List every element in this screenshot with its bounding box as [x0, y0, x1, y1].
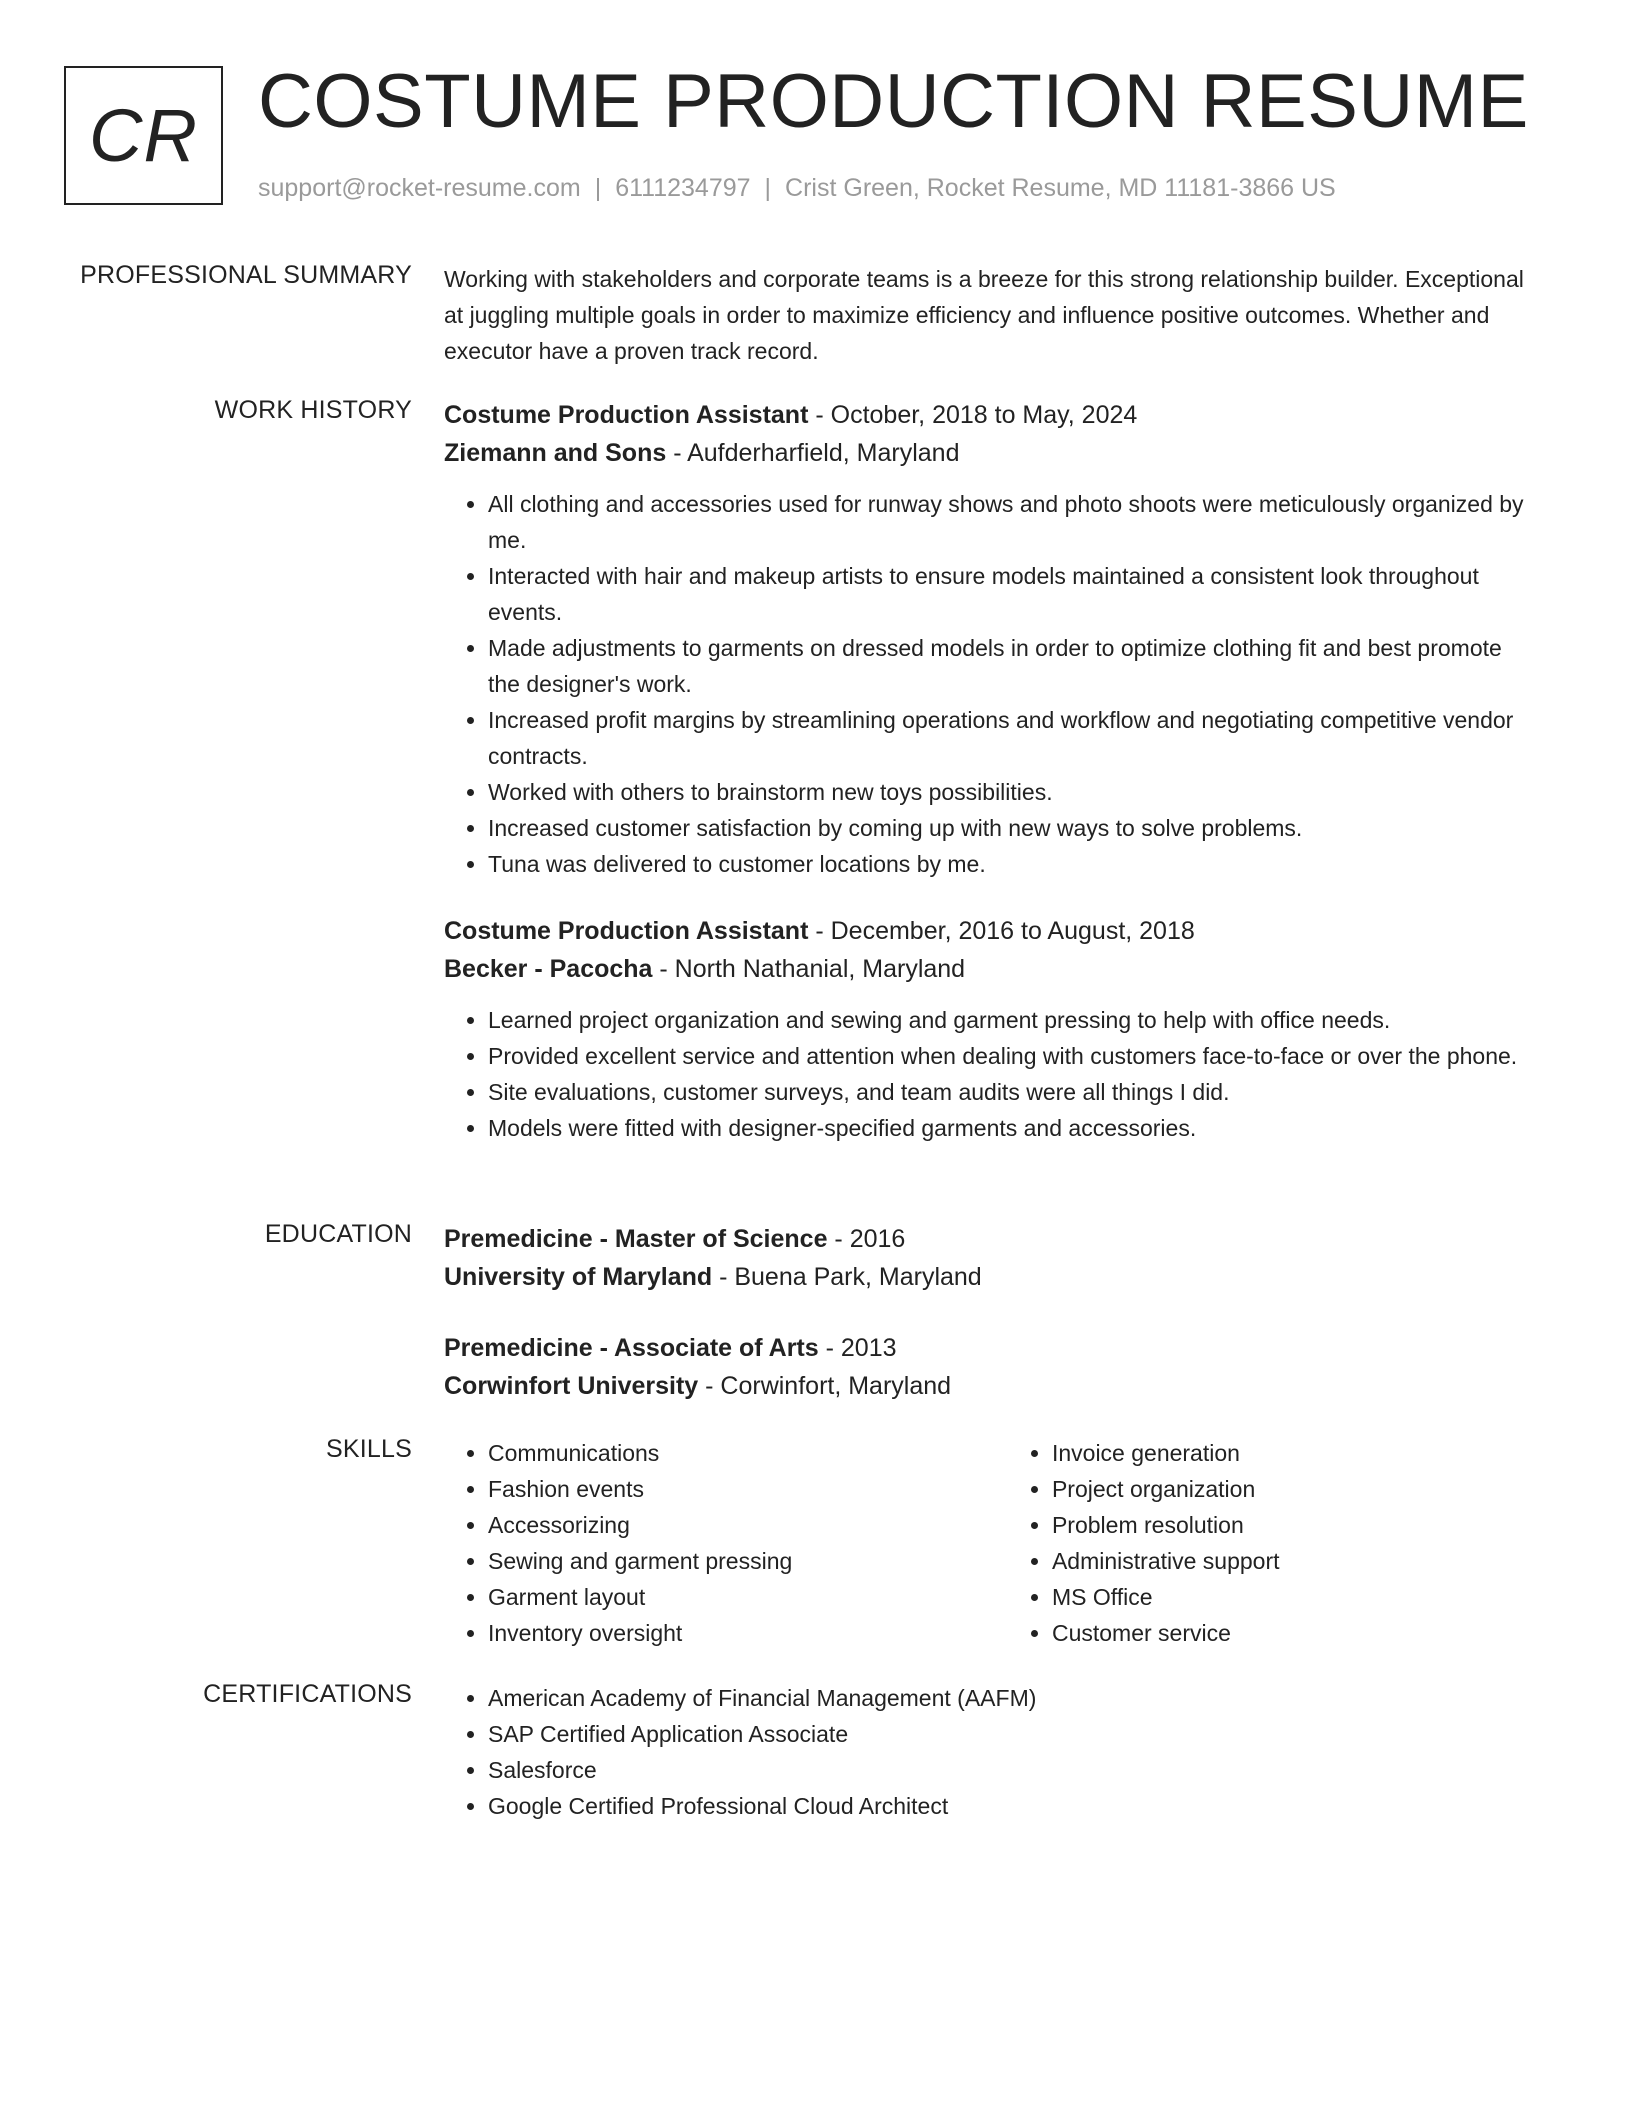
job-bullet: • Learned project organization and sewing and garment pressing to help with office needs. — [488, 1002, 1529, 1038]
job-title: Costume Production Assistant — [444, 917, 809, 945]
skill-item: • Fashion events — [488, 1471, 1008, 1507]
education-year: - 2016 — [827, 1225, 906, 1253]
job-bullet: • All clothing and accessories used for runway shows and photo shoots were meticulously organized by me. — [488, 486, 1529, 558]
education-school: Corwinfort University — [444, 1372, 699, 1400]
job-dates: - December, 2016 to August, 2018 — [808, 917, 1195, 945]
job-title-line — [444, 912, 1529, 950]
education-heading: EDUCATION — [264, 1220, 412, 1248]
job-company-line — [444, 434, 1529, 472]
monogram-initials: CR — [89, 94, 198, 177]
education-location: - Buena Park, Maryland — [712, 1263, 982, 1291]
job-bullet: • Interacted with hair and makeup artists to ensure models maintained a consistent look throughout events. — [488, 558, 1529, 630]
education-location: - Corwinfort, Maryland — [698, 1372, 952, 1400]
job-bullet: • Site evaluations, customer surveys, and team audits were all things I did. — [488, 1074, 1529, 1110]
certification-item: • SAP Certified Application Associate — [488, 1716, 1529, 1752]
skill-item: • Problem resolution — [1052, 1507, 1529, 1543]
summary-body — [444, 261, 1529, 369]
work-history-body — [444, 396, 1529, 1146]
job-title: Costume Production Assistant — [444, 401, 809, 429]
job-bullet: • Made adjustments to garments on dressed models in order to optimize clothing fit and best promote the designer's work. — [488, 630, 1529, 702]
education-school-line — [444, 1367, 1529, 1405]
skills-columns — [444, 1435, 1529, 1651]
contact-separator: | — [594, 174, 602, 202]
monogram-box — [64, 66, 223, 205]
job-bullets — [444, 1002, 1529, 1146]
job-company-line — [444, 950, 1529, 988]
education-entry — [444, 1220, 1529, 1296]
job-bullet: • Worked with others to brainstorm new toys possibilities. — [488, 774, 1529, 810]
job-bullet: • Increased customer satisfaction by coming up with new ways to solve problems. — [488, 810, 1529, 846]
job-entry — [444, 912, 1529, 1146]
skill-item: • Administrative support — [1052, 1543, 1529, 1579]
job-title-line — [444, 396, 1529, 434]
certifications-list — [444, 1680, 1529, 1824]
education-body — [444, 1220, 1529, 1405]
contact-line — [258, 174, 1336, 203]
education-degree: Premedicine - Associate of Arts — [444, 1334, 819, 1362]
contact-email: support@rocket-resume.com — [258, 174, 581, 202]
skill-item: • Garment layout — [488, 1579, 1008, 1615]
resume-title: COSTUME PRODUCTION RESUME — [258, 59, 1529, 144]
certification-item: • Google Certified Professional Cloud Architect — [488, 1788, 1529, 1824]
skills-list-right — [1008, 1435, 1529, 1651]
job-company: Ziemann and Sons — [444, 439, 667, 467]
skill-item: • Inventory oversight — [488, 1615, 1008, 1651]
job-entry — [444, 396, 1529, 882]
job-dates: - October, 2018 to May, 2024 — [808, 401, 1138, 429]
summary-heading: PROFESSIONAL SUMMARY — [80, 261, 412, 289]
education-school: University of Maryland — [444, 1263, 713, 1291]
job-bullet: • Models were fitted with designer-specified garments and accessories. — [488, 1110, 1529, 1146]
skill-item: • Customer service — [1052, 1615, 1529, 1651]
skill-item: • Sewing and garment pressing — [488, 1543, 1008, 1579]
job-company: Becker - Pacocha — [444, 955, 653, 983]
job-bullet: • Provided excellent service and attention when dealing with customers face-to-face or over the phone. — [488, 1038, 1529, 1074]
skill-item: • Invoice generation — [1052, 1435, 1529, 1471]
education-degree-line — [444, 1220, 1529, 1258]
skill-item: • Communications — [488, 1435, 1008, 1471]
skill-item: • MS Office — [1052, 1579, 1529, 1615]
skills-list-left — [444, 1435, 1008, 1651]
skill-item: • Project organization — [1052, 1471, 1529, 1507]
work-history-heading: WORK HISTORY — [214, 396, 412, 424]
job-bullets — [444, 486, 1529, 882]
education-year: - 2013 — [818, 1334, 897, 1362]
certification-item: • American Academy of Financial Management (AAFM) — [488, 1680, 1529, 1716]
education-entry — [444, 1329, 1529, 1405]
certification-item: • Salesforce — [488, 1752, 1529, 1788]
job-location: - North Nathanial, Maryland — [652, 955, 966, 983]
certifications-body — [444, 1680, 1529, 1824]
job-bullet: • Tuna was delivered to customer locations by me. — [488, 846, 1529, 882]
contact-phone: 6111234797 — [615, 174, 751, 202]
job-bullet: • Increased profit margins by streamlining operations and workflow and negotiating competitive vendor contracts. — [488, 702, 1529, 774]
certifications-heading: CERTIFICATIONS — [203, 1680, 412, 1708]
skills-body — [444, 1435, 1529, 1651]
summary-text: Working with stakeholders and corporate teams is a breeze for this strong relationship builder. Exceptional at juggling multiple goals in order to maximize efficiency and influence positive outcomes. Whether and executor have a proven track record. — [444, 266, 1524, 364]
education-degree-line — [444, 1329, 1529, 1367]
skills-heading: SKILLS — [326, 1435, 412, 1463]
contact-separator: | — [764, 174, 772, 202]
job-location: - Aufderharfield, Maryland — [666, 439, 960, 467]
contact-address: Crist Green, Rocket Resume, MD 11181-3866 US — [785, 174, 1336, 202]
education-school-line — [444, 1258, 1529, 1296]
education-degree: Premedicine - Master of Science — [444, 1225, 828, 1253]
skill-item: • Accessorizing — [488, 1507, 1008, 1543]
